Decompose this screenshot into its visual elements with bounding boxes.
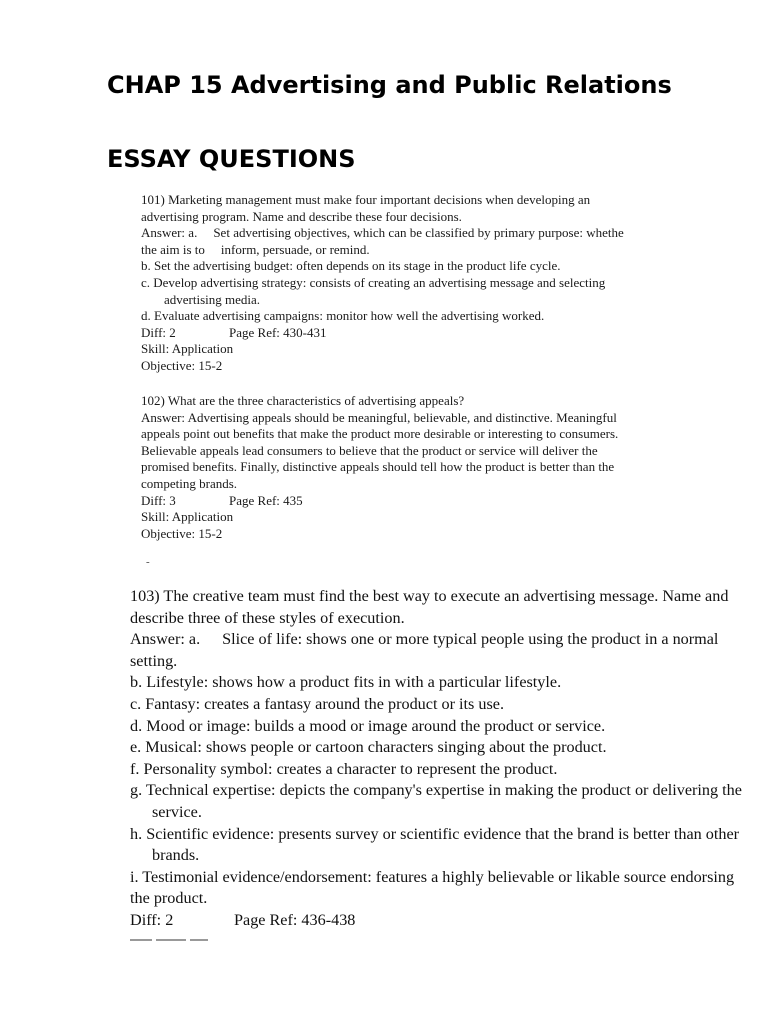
answer-h-continued: brands. [152,846,200,865]
answer-i: i. Testimonial evidence/endorsement: features a highly believable or likable source endorsing [130,867,735,886]
answer-text-line: promised benefits. Finally, distinctive appeals should tell how the product is better than the [141,459,615,475]
page-reference: Page Ref: 430-431 [229,324,327,340]
question-text-line: 103) The creative team must find the best way to execute an advertising message. Name and [130,587,729,605]
answer-item: d. Mood or image: builds a mood or image around the product or service. [130,716,606,735]
document-title: CHAP 15 Advertising and Public Relations [107,71,672,99]
answer-text-line: competing brands. [141,475,238,491]
difficulty: Diff: 2 [130,910,174,929]
difficulty: Diff: 3 [141,492,176,508]
answer-g: g. Technical expertise: depicts the company's expertise in making the product or delivering the [130,781,742,800]
answer-a [130,629,730,651]
stray-mark: - [146,556,150,568]
skill: Skill: Application [141,341,234,357]
question-text-line: describe three of these styles of execution. [130,608,405,627]
answer-c: c. Develop advertising strategy: consists of creating an advertising message and selecting [141,274,606,290]
answer-item: f. Personality symbol: creates a character to represent the product. [130,759,558,778]
answer-text-line: Believable appeals lead consumers to believe that the product or service will deliver the [141,442,598,458]
difficulty-row [130,910,730,932]
answer-item: c. Fantasy: creates a fantasy around the product or its use. [130,694,504,713]
answer-i-continued: the product. [130,889,208,908]
objective: Objective: 15-2 [141,357,223,373]
question-102 [141,393,681,542]
answer-item: e. Musical: shows people or cartoon characters singing about the product. [130,738,607,757]
answer-a-text: Set advertising objectives, which can be classified by primary purpose: whethe [213,225,624,241]
page-reference: Page Ref: 436-438 [234,910,356,929]
question-text-line: 102) What are the three characteristics of advertising appeals? [141,393,465,408]
answer-c-continued: advertising media. [164,291,261,307]
answer-d: d. Evaluate advertising campaigns: monitor how well the advertising worked. [141,308,545,324]
question-text-line: advertising program. Name and describe these four decisions. [141,208,462,224]
page-reference: Page Ref: 435 [229,492,303,508]
answer-text-line: Answer: Advertising appeals should be meaningful, believable, and distinctive. Meaningful [141,409,617,425]
objective: Objective: 15-2 [141,525,223,541]
answer-a-text: Slice of life: shows one or more typical people using the product in a normal [222,630,719,649]
answer-label: Answer: a. [141,225,198,241]
answer-a-continued [141,242,681,259]
skill: Skill: Application [141,509,234,525]
answer-a-lead: the aim is to [141,241,205,257]
section-heading: ESSAY QUESTIONS [107,145,356,173]
answer-label: Answer: a. [130,630,201,649]
cropped-text-fragment [130,939,240,943]
answer-g-continued: service. [152,802,202,821]
answer-a [141,225,681,242]
answer-b: b. Set the advertising budget: often depends on its stage in the product life cycle. [141,258,561,274]
difficulty-row [141,325,681,342]
question-103 [130,586,742,932]
difficulty-row [141,493,681,510]
answer-a-text-2: inform, persuade, or remind. [220,241,370,257]
difficulty: Diff: 2 [141,324,176,340]
answer-item: b. Lifestyle: shows how a product fits in with a particular lifestyle. [130,673,562,692]
answer-a-continued: setting. [130,651,178,670]
question-101 [141,192,681,375]
question-text-line: 101) Marketing management must make four important decisions when developing an [141,192,591,207]
answer-text-line: appeals point out benefits that make the product more desirable or interesting to consumers. [141,426,619,442]
answer-h: h. Scientific evidence: presents survey or scientific evidence that the brand is better than other [130,824,740,843]
